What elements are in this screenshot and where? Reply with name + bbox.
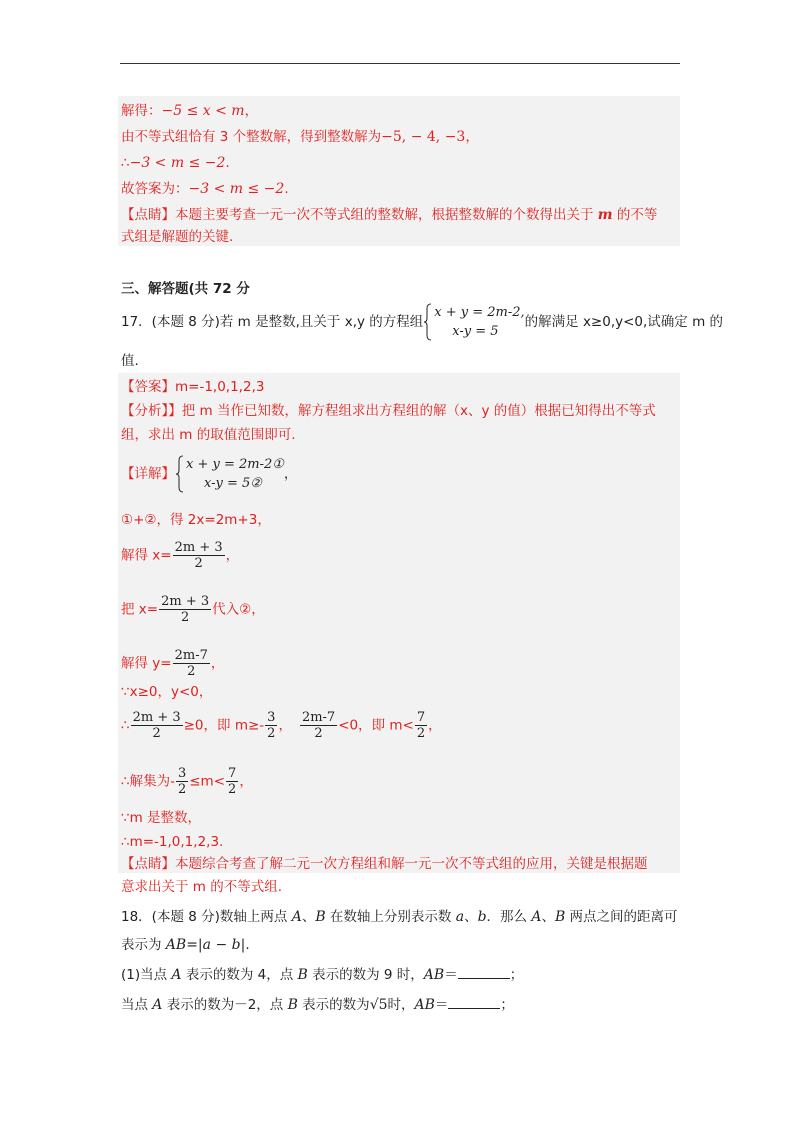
fraction [131,710,183,741]
numerator: 7 [416,710,426,725]
text: ， [244,103,259,119]
fraction [415,710,427,741]
text: ， [278,717,292,734]
text: 在数轴上分别表示数 [325,909,456,925]
fraction [176,766,188,797]
text: 表示的数为－2，点 [162,997,288,1013]
text: ， [283,466,298,482]
text: 时， [387,997,415,1013]
text: ， [428,717,442,734]
fraction [226,766,238,797]
detail-line [121,455,297,493]
step-7 [121,766,253,797]
fraction [300,710,337,741]
math: B [297,967,308,983]
math: √5 [369,997,388,1013]
text: 解得： [121,103,162,119]
equation-1: x + y = 2m-2① [186,457,284,472]
math: AB=|a − b| [165,937,246,953]
text: 、 [301,909,316,925]
text: (1)当点 [121,967,172,983]
denominator: 2 [180,610,190,625]
brace-icon [175,455,184,493]
text: 【详解】 [121,466,175,482]
math: B [554,909,566,925]
math: AB [414,997,435,1013]
numerator: 2m + 3 [174,540,223,555]
math: a [455,909,465,925]
prev-note-line-2 [121,227,233,247]
text: 解得 y= [121,655,172,672]
note-line-2: 意求出关于 m 的不等式组. [121,879,283,895]
text: ．那么 [486,909,532,925]
equation-system [423,303,524,341]
math: A [152,997,163,1013]
denominator: 2 [314,726,323,741]
question-18-line-1 [121,907,678,927]
step-2 [121,540,239,571]
text: ∴解集为- [121,773,175,790]
text: 把 x= [121,601,159,618]
header-rule [120,63,680,64]
analysis-line-1: 【分析】】把 m 当作已知数，解方程组求出方程组的解（x、y 的值）根据已知得出不等式 [121,403,656,419]
numerator: 2m + 3 [132,710,181,725]
equation-1: x + y = 2m-2, [434,305,525,320]
text: ≤m< [189,773,226,790]
text: ＝ [434,997,449,1013]
text: 的解满足 x≥0,y<0,试确定 m 的 [524,314,724,330]
numerator: 2m-7 [301,710,336,725]
step-3 [121,594,265,625]
text: . [245,937,250,953]
question-18-part-1b [121,995,514,1015]
question-17-wrap: 值. [121,353,139,369]
text: ， [465,129,479,145]
math: B [287,997,298,1013]
equation-system [175,455,284,493]
math: −3 < m ≤ −2 [188,181,285,197]
math: m [597,207,613,223]
numerator: 3 [177,766,187,781]
math: −3 < m ≤ −2 [129,155,226,171]
text: 【点睛】本题主要考查一元一次不等式组的整数解，根据整数解的个数得出关于 [121,207,598,223]
question-18-part-1 [121,965,523,985]
step-8: ∵m 是整数， [121,810,202,826]
equation-2: x-y = 5 [452,324,499,339]
math: AB [423,967,445,983]
math: A [171,967,182,983]
text: ， [239,773,253,790]
text: 表示的数为 9 时， [307,967,424,983]
math: −5, − 4, −3 [381,129,466,145]
step-6 [121,710,442,741]
text: ≥0，即 m≥- [183,717,265,734]
text: 两点之间的距离可 [565,909,678,925]
denominator: 2 [152,726,161,741]
step-9: ∴m=-1,0,1,2,3. [121,834,224,850]
denominator: 2 [177,782,187,797]
fraction [173,648,210,679]
answer-line: 【答案】m=-1,0,1,2,3 [121,379,265,395]
math: B [315,909,326,925]
text: 表示的数为 [297,997,370,1013]
text: . [284,181,289,197]
math: A [291,909,302,925]
math: b [477,909,487,925]
numerator: 2m-7 [174,648,208,663]
question-18-line-2 [121,935,250,955]
step-1: ①+②，得 2x=2m+3， [121,512,271,528]
section-heading: 三、解答题(共 72 分 [121,281,250,297]
brace-icon [423,303,432,341]
text: 18．(本题 8 分)数轴上两点 [121,909,292,925]
text: 的不等 [612,207,658,223]
text: 代入②， [212,601,265,618]
denominator: 2 [187,664,196,679]
text: 当点 [121,997,153,1013]
text: ＝ [444,967,458,983]
text: 解得 x= [121,547,172,564]
denominator: 2 [267,726,276,741]
text: 式组是解题的关键. [121,229,234,245]
fraction [265,710,277,741]
text: ∴ [121,155,130,171]
question-17 [121,303,723,341]
prev-line-4 [121,179,289,199]
text: 、 [464,909,478,925]
text: 17．(本题 8 分)若 m 是整数,且关于 x,y 的方程组 [121,314,424,330]
step-5: ∵x≥0，y<0， [121,684,213,700]
math: A [531,909,542,925]
text: 故答案为： [121,181,189,197]
note-line-1: 【点睛】本题综合考查了解二元一次方程组和解一元一次不等式组的应用，关键是根据题 [121,856,648,872]
prev-line-2 [121,127,479,147]
numerator: 2m + 3 [161,594,210,609]
text: 、 [541,909,555,925]
text: ∴ [121,717,130,734]
prev-line-3 [121,153,230,173]
text: 由不等式组恰有 3 个整数解，得到整数解为 [121,129,382,145]
answer-blank[interactable] [458,966,510,979]
denominator: 2 [228,782,237,797]
text: 表示为 [121,937,166,953]
step-4 [121,648,224,679]
math: −5 ≤ x < m [161,103,245,119]
text: ， [210,655,225,672]
fraction [173,540,225,571]
text: 表示的数为 4，点 [181,967,298,983]
equation-2: x-y = 5② [204,476,262,491]
denominator: 2 [416,726,426,741]
text: ； [509,967,524,983]
prev-note-line-1 [121,205,657,225]
text: . [225,155,230,171]
text: ， [225,547,240,564]
analysis-line-2: 组，求出 m 的取值范围即可. [121,427,296,443]
numerator: 3 [267,710,276,725]
answer-blank[interactable] [448,996,500,1009]
fraction [159,594,211,625]
denominator: 2 [194,556,203,571]
numerator: 7 [228,766,237,781]
text: <0，即 m< [338,717,414,734]
prev-line-1 [121,101,258,121]
text: ； [500,997,514,1013]
